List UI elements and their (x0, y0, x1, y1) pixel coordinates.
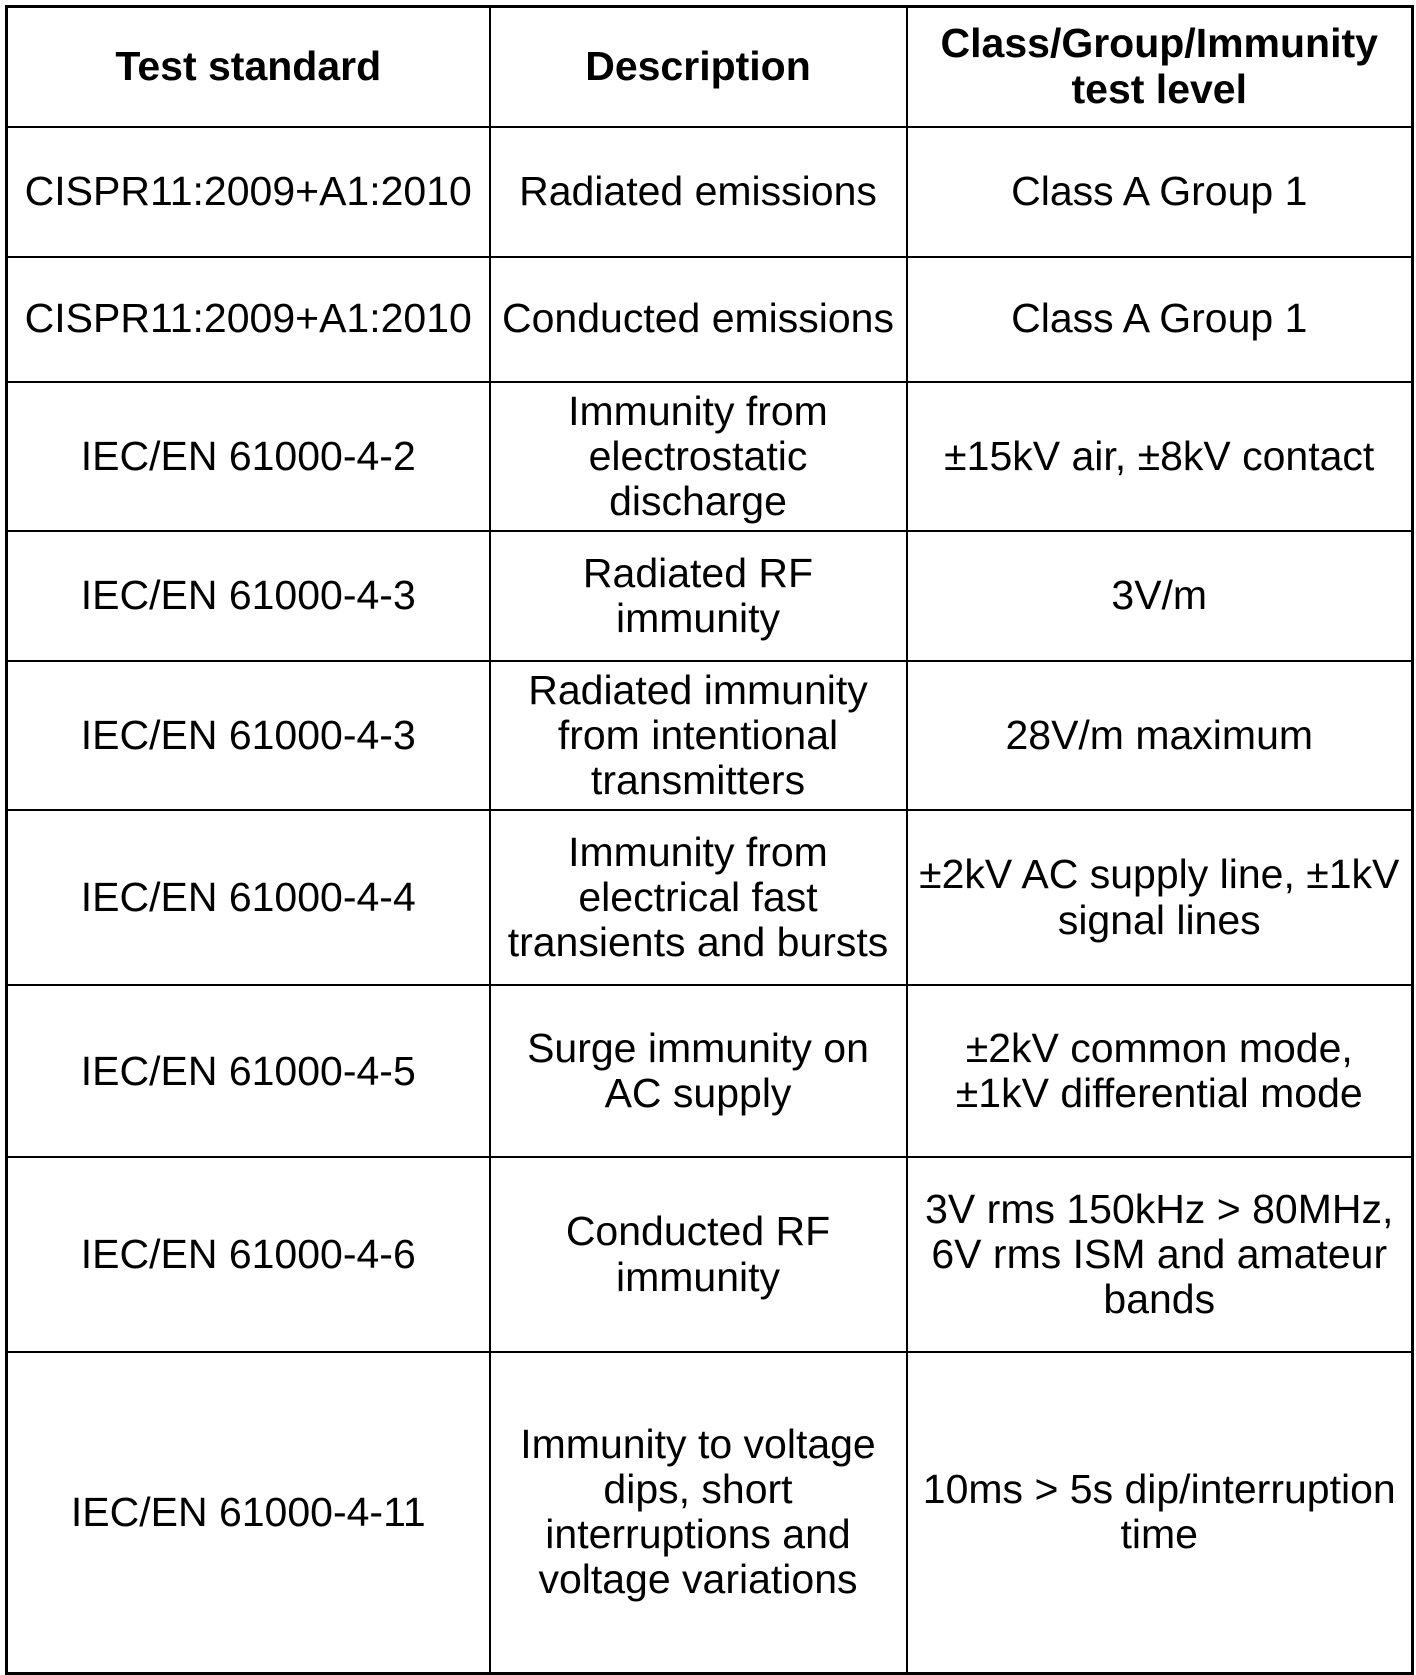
column-header-level-line1: Class/Group/Immunity (940, 19, 1378, 66)
cell-description: Radiated emissions (490, 127, 907, 257)
table-row (7, 531, 1413, 661)
cell-test-standard: IEC/EN 61000-4-3 (7, 661, 490, 810)
column-header-level-line2: test level (1071, 65, 1247, 112)
emc-compliance-table-container (5, 5, 1411, 1658)
table-header (7, 7, 1413, 127)
cell-level: 28V/m maximum (907, 661, 1413, 810)
table-body (7, 127, 1413, 1674)
cell-test-standard: IEC/EN 61000-4-5 (7, 985, 490, 1157)
cell-description: Surge immunity on AC supply (490, 985, 907, 1157)
table-row (7, 661, 1413, 810)
table-row (7, 810, 1413, 985)
cell-description: Immunity from electrostatic discharge (490, 382, 907, 531)
emc-compliance-table (5, 5, 1414, 1675)
cell-test-standard: IEC/EN 61000-4-11 (7, 1352, 490, 1673)
cell-test-standard: IEC/EN 61000-4-4 (7, 810, 490, 985)
cell-description: Immunity to voltage dips, short interruptions and voltage variations (490, 1352, 907, 1673)
table-row (7, 985, 1413, 1157)
table-row (7, 257, 1413, 382)
cell-description: Radiated RF immunity (490, 531, 907, 661)
cell-description: Radiated immunity from intentional transmitters (490, 661, 907, 810)
cell-level: Class A Group 1 (907, 257, 1413, 382)
cell-level: 3V rms 150kHz > 80MHz, 6V rms ISM and amateur bands (907, 1157, 1413, 1352)
cell-test-standard: CISPR11:2009+A1:2010 (7, 257, 490, 382)
table-row (7, 382, 1413, 531)
cell-level: Class A Group 1 (907, 127, 1413, 257)
cell-description: Conducted RF immunity (490, 1157, 907, 1352)
table-row (7, 1352, 1413, 1673)
table-row (7, 1157, 1413, 1352)
cell-test-standard: IEC/EN 61000-4-3 (7, 531, 490, 661)
cell-level: ±15kV air, ±8kV contact (907, 382, 1413, 531)
cell-test-standard: CISPR11:2009+A1:2010 (7, 127, 490, 257)
cell-description: Conducted emissions (490, 257, 907, 382)
cell-level: ±2kV AC supply line, ±1kV signal lines (907, 810, 1413, 985)
column-header-description: Description (490, 7, 907, 127)
column-header-level (907, 7, 1413, 127)
column-header-test-standard: Test standard (7, 7, 490, 127)
cell-level: 3V/m (907, 531, 1413, 661)
cell-description: Immunity from electrical fast transients and bursts (490, 810, 907, 985)
cell-level: ±2kV common mode, ±1kV differential mode (907, 985, 1413, 1157)
cell-test-standard: IEC/EN 61000-4-2 (7, 382, 490, 531)
table-header-row (7, 7, 1413, 127)
table-row (7, 127, 1413, 257)
cell-test-standard: IEC/EN 61000-4-6 (7, 1157, 490, 1352)
cell-level: 10ms > 5s dip/interruption time (907, 1352, 1413, 1673)
